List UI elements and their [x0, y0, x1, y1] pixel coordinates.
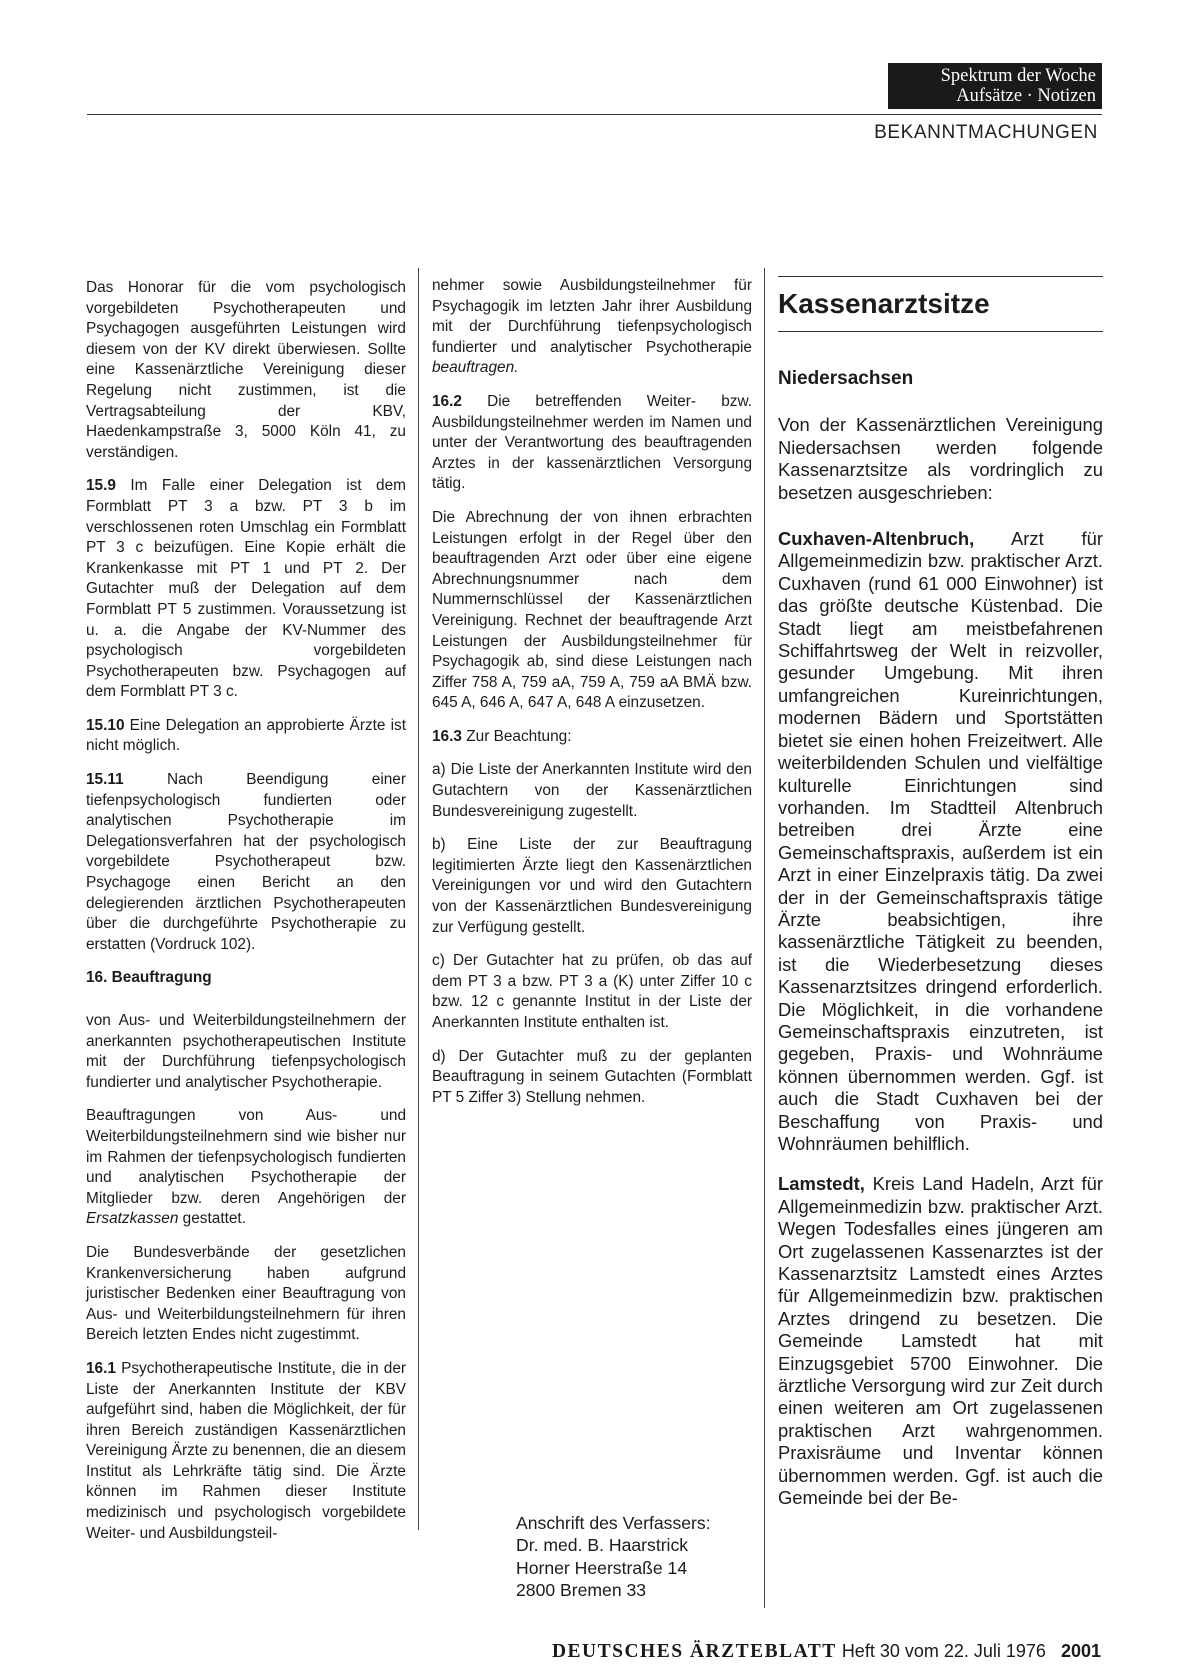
paragraph-15-11 — [86, 770, 406, 955]
column-2 — [432, 276, 752, 1121]
place-name: Cuxhaven-Altenbruch, — [778, 528, 975, 550]
region-heading: Niedersachsen — [778, 368, 914, 389]
address-line: Anschrift des Verfassers: — [516, 1513, 711, 1533]
list-item-b: b) Eine Liste der zur Beauftragung legitimierten Ärzte liegt den Kassenärztlichen Vereinigungen vor und wird den Gutachtern von der Kassenärztlichen Bundesvereinigung zur Verfügung gestellt. — [432, 836, 752, 936]
emphasis: Ersatzkassen — [86, 1210, 179, 1228]
heading-16 — [86, 968, 406, 989]
paragraph — [432, 276, 752, 379]
badge-line-2: Aufsätze · Notizen — [956, 86, 1096, 106]
paragraph-text: Im Falle einer Delegation ist dem Formblatt PT 3 a bzw. PT 3 b im verschlossenen roten Umschlag ein Formblatt PT 3 c beizufügen. Eine Kopie erhält die Krankenkasse mit PT 1 und PT 2. Der Gutachter muß der Delegation auf dem Formblatt PT 5 zustimmen. Voraussetzung ist u. a. die Angabe der KV-Nummer des psychologisch vorgebildeten Psychotherapeuten bzw. Psychagogen auf dem Formblatt PT 3 c. — [86, 477, 406, 701]
paragraph: Die Abrechnung der von ihnen erbrachten Leistungen erfolgt in der Regel über den beauftragenden Arzt oder über eine eigene Abrechnungsnummer nach dem Nummernschlüssel der Kassenärztlichen Vereinigung. Rechnet der beauftragende Arzt Leistungen der Ausbildungsteilnehmer für Psychagogik ab, sind diese Leistungen nach Ziffer 758 A, 759 aA, 759 A, 759 aA BMÄ bzw. 645 A, 646 A, 647 A, 648 A einzusetzen. — [432, 508, 752, 712]
paragraph-15-9 — [86, 476, 406, 703]
paragraph-16-1 — [86, 1359, 406, 1544]
paragraph-16-2 — [432, 392, 752, 495]
paragraph — [86, 1106, 406, 1230]
listing-cuxhaven — [778, 528, 1103, 1155]
paragraph-text: nehmer sowie Ausbildungsteilnehmer für Psychagogik im letzten Jahr ihrer Ausbildung mit der Durchführung tiefenpsychologisch fundierter und analytischer Psychotherapie — [432, 277, 752, 356]
column-3 — [778, 276, 1103, 1528]
paragraph: Die Bundesverbände der gesetzlichen Krankenversicherung haben aufgrund juristischer Bedenken einer Beauftragung von Aus- und Weiterbildungsteilnehmern für ihren Bereich letzten Endes nicht zugestimmt. — [86, 1243, 406, 1344]
section-number: 16.2 — [432, 392, 462, 410]
list-item-a: a) Die Liste der Anerkannten Institute wird den Gutachtern von der Kassenärztlichen Bundesvereinigung zugestellt. — [432, 761, 752, 820]
paragraph-text: Eine Delegation an approbierte Ärzte ist nicht möglich. — [86, 716, 406, 755]
column-divider — [764, 268, 765, 1608]
header-rule — [87, 114, 1102, 115]
paragraph-16-3 — [432, 727, 752, 748]
badge-line-1: Spektrum der Woche — [940, 66, 1096, 86]
title-rule-bottom — [778, 331, 1103, 332]
listing-lamstedt — [778, 1173, 1103, 1509]
paragraph: Von der Kassenärztlichen Vereinigung Niedersachsen werden folgende Kassenarztsitze als vordringlich zu besetzen ausgeschrieben: — [778, 414, 1103, 503]
list-item-c: c) Der Gutachter hat zu prüfen, ob das auf dem PT 3 a bzw. PT 3 a (K) unter Ziffer 10 c bzw. 12 c genannte Institut in der Liste der Anerkannten Institute enthalten ist. — [432, 952, 752, 1031]
address-line: Dr. med. B. Haarstrick — [516, 1535, 689, 1556]
page-title: Kassenarztsitze — [778, 288, 990, 319]
paragraph-text: Beauftragungen von Aus- und Weiterbildungsteilnehmern sind wie bisher nur im Rahmen der tiefenpsychologisch fundierten und analytischen Psychotherapie der Mitglieder bzw. deren Angehörigen der — [86, 1107, 406, 1207]
emphasis: beauftragen. — [432, 359, 519, 377]
address-line: Horner Heerstraße 14 — [516, 1557, 688, 1578]
paragraph-text: Die betreffenden Weiter- bzw. Ausbildungsteilnehmer werden im Namen und unter der Verantwortung des beauftragenden Arztes in der kassenärztlichen Versorgung tätig. — [432, 392, 752, 493]
section-number: 15.10 — [86, 716, 125, 734]
section-number: 15.9 — [86, 477, 116, 495]
place-name: Lamstedt, — [778, 1173, 865, 1195]
paragraph: Das Honorar für die vom psychologisch vorgebildeten Psychotherapeuten und Psychagogen ausgeführten Leistungen wird diesem von der KV direkt überwiesen. Sollte eine Kassenärztliche Vereinigung dieser Regelung nicht zustimmen, ist die Vertragsabteilung der KBV, Haedenkampstraße 3, 5000 Köln 41, zu verständigen. — [86, 279, 406, 461]
title-rule-top — [778, 276, 1103, 277]
address-line: 2800 Bremen 33 — [516, 1579, 647, 1600]
paragraph-text: Zur Beachtung: — [461, 727, 572, 745]
column-1 — [86, 278, 406, 1557]
paragraph-text: Nach Beendigung einer tiefenpsychologisch fundierten oder analytischen Psychotherapie im Delegationsverfahren hat der psychologisch vorgebildete Psychotherapeut bzw. Psychagoge einen Bericht an den delegierenden ärztlichen Psychotherapeuten über die durchgeführte Psychotherapie zu erstatten (Vordruck 102). — [86, 771, 406, 953]
author-address — [516, 1512, 756, 1601]
page-footer — [552, 1641, 1101, 1663]
journal-name: DEUTSCHES ÄRZTEBLATT — [551, 1641, 837, 1662]
paragraph-15-10 — [86, 716, 406, 757]
section-number: 16.1 — [86, 1359, 116, 1377]
heading-text: 16. Beauftragung — [86, 969, 212, 987]
section-number: 15.11 — [86, 771, 124, 789]
paragraph-text: Psychotherapeutische Institute, die in der Liste der Anerkannten Institute der KBV aufgeführt sind, haben die Möglichkeit, der für ihren Bereich zuständigen Kassenärztlichen Vereinigung Ärzte zu benennen, die an diesem Institut als Lehrkräfte tätig sind. Die Ärzte können im Rahmen dieser Institute medizinisch und psychologisch vorgebildete Weiter- und Ausbildungsteil- — [86, 1359, 406, 1542]
paragraph-text: gestattet. — [178, 1210, 246, 1228]
column-divider — [418, 268, 419, 1530]
section-badge — [888, 63, 1102, 109]
section-label: BEKANNTMACHUNGEN — [874, 122, 1098, 143]
issue-info: Heft 30 vom 22. Juli 1976 — [841, 1641, 1046, 1661]
listing-text: Kreis Land Hadeln, Arzt für Allgemeinmedizin bzw. praktischer Arzt. Wegen Todesfalles eines jüngeren am Ort zugelassenen Kassenarztes ist der Kassenarztsitz Lamstedt eines Arztes für Allgemeinmedizin bzw. praktischen Arztes dringend zu besetzen. Die Gemeinde Lamstedt hat mit Einzugsgebiet 5700 Einwohner. Die ärztliche Versorgung wird zur Zeit durch einen weiteren am Ort zugelassenen praktischen Arzt wahrgenommen. Praxisräume und Inventar können übernommen werden. Ggf. ist auch die Gemeinde bei der Be- — [778, 1173, 1103, 1509]
paragraph: von Aus- und Weiterbildungsteilnehmern der anerkannten psychotherapeutischen Institute mit der Durchführung tiefenpsychologisch fundierter und analytischer Psychotherapie. — [86, 1012, 406, 1091]
listing-text: Arzt für Allgemeinmedizin bzw. praktischer Arzt. Cuxhaven (rund 61 000 Einwohner) ist das größte deutsche Küstenbad. Die Stadt liegt am meistbefahrenen Schiffahrtsweg der Welt in reizvoller, gesunder Umgebung. Mit ihren umfangreichen Kureinrichtungen, modernen Bädern und Sportstätten bietet sie einen hohen Freizeitwert. Alle weiterbildenden Schulen und vielfältige kulturelle Einrichtungen sind vorhanden. Im Stadtteil Altenbruch betreiben drei Ärzte eine Gemeinschaftspraxis, außerdem ist ein Arzt in einer Einzelpraxis tätig. Da zwei der in der Gemeinschaftspraxis tätige Ärzte beabsichtigen, ihre kassenärztliche Tätigkeit zu beenden, ist die Wiederbesetzung dieses Kassenarztsitzes dringend erforderlich. Die Möglichkeit, in die vorhandene Gemeinschaftspraxis einzutreten, ist gegeben, Praxis- und Wohnräume können übernommen werden. Ggf. ist auch die Stadt Cuxhaven bei der Beschaffung von Praxis- und Wohnräumen behilflich. — [778, 528, 1103, 1154]
list-item-d: d) Der Gutachter muß zu der geplanten Beauftragung in seinem Gutachten (Formblatt PT 5 Ziffer 3) Stellung nehmen. — [432, 1047, 752, 1106]
section-number: 16.3 — [432, 727, 462, 745]
page-number: 2001 — [1060, 1641, 1101, 1661]
